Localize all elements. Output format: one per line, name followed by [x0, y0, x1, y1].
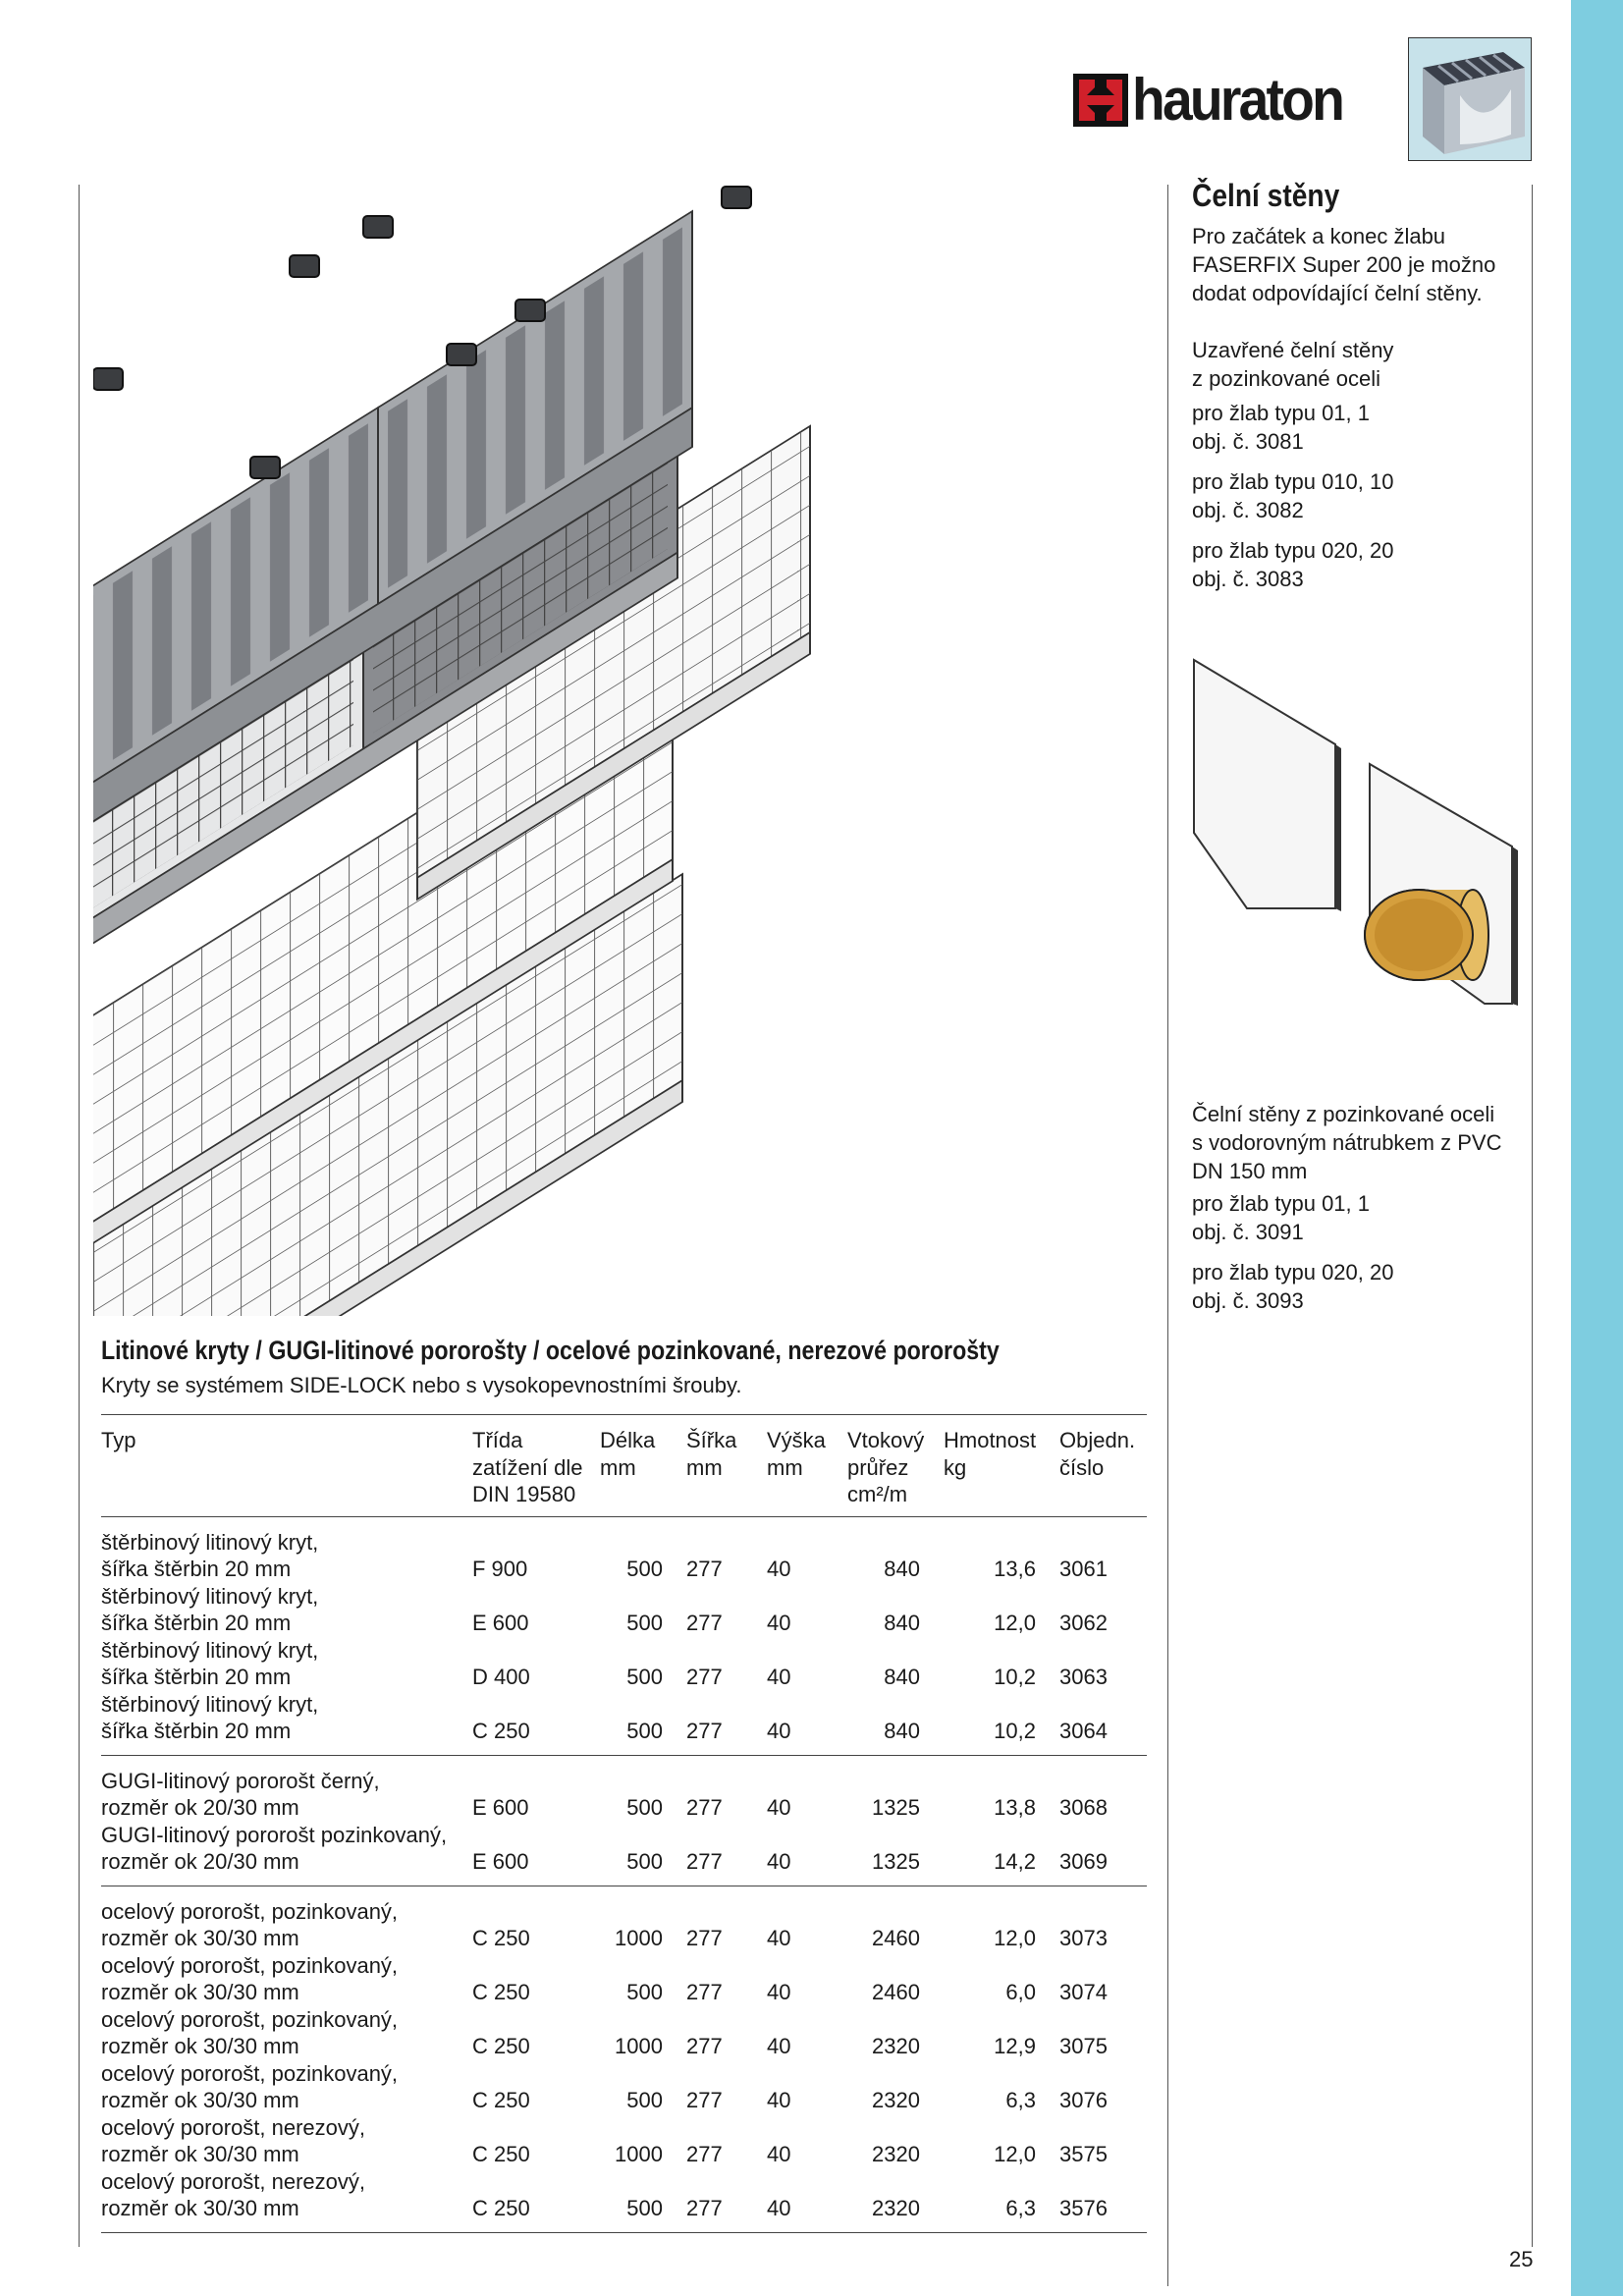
cell-obj: 3073: [1059, 1926, 1108, 1950]
cell-hmot: 6,3: [944, 2168, 1059, 2233]
cell-trida: F 900: [472, 1557, 528, 1581]
cell-delka: 1000: [615, 2142, 663, 2166]
product-table-title: Litinové kryty / GUGI-litinové pororošty / ocelové pozinkované, nerezové pororošty: [101, 1336, 1000, 1365]
cell-delka: 1000: [615, 2034, 663, 2058]
table-row: [101, 1755, 1147, 1822]
cell-vyska: 40: [767, 1795, 791, 1820]
table-row: [101, 1886, 1147, 1952]
accent-side-band: [1571, 0, 1623, 2296]
cell-trida: C 250: [472, 2034, 530, 2058]
cell-vyska: 40: [767, 1926, 791, 1950]
table-row: [101, 2006, 1147, 2060]
table-row: [101, 2060, 1147, 2114]
cell-vtok: 840: [884, 1557, 920, 1581]
cell-hmot: 14,2: [944, 1822, 1059, 1886]
cell-obj: 3068: [1059, 1795, 1108, 1820]
cell-vtok: 2320: [847, 2168, 944, 2233]
pvc-end-wall-item: pro žlab typu 020, 20 obj. č. 3093: [1192, 1260, 1394, 1313]
cell-type: štěrbinový litinový kryt, šířka štěrbin 20 mm: [101, 1583, 319, 1635]
cell-delka: 500: [600, 2168, 686, 2233]
cell-sirka: 277: [686, 1611, 723, 1635]
cell-hmot: 10,2: [994, 1665, 1036, 1689]
closed-end-walls-heading: Uzavřené čelní stěny z pozinkované oceli: [1192, 338, 1394, 391]
cell-delka: 1000: [615, 1926, 663, 1950]
cell-trida: E 600: [472, 1822, 600, 1886]
cell-sirka: 277: [686, 1691, 767, 1756]
cell-vyska: 40: [767, 1691, 847, 1756]
end-walls-illustration: [1188, 658, 1522, 1021]
cell-obj: 3576: [1059, 2168, 1147, 2233]
cell-sirka: 277: [686, 1822, 767, 1886]
cell-type: štěrbinový litinový kryt, šířka štěrbin 20 mm: [101, 1637, 319, 1689]
cell-type: štěrbinový litinový kryt, šířka štěrbin 20 mm: [101, 1691, 472, 1756]
cell-type: GUGI-litinový pororošt pozinkovaný, rozměr ok 20/30 mm: [101, 1822, 472, 1886]
col-header-order-no: Objedn. číslo: [1059, 1428, 1136, 1480]
cell-trida: C 250: [472, 1926, 530, 1950]
brand-name: hauraton: [1132, 67, 1343, 133]
cell-sirka: 277: [686, 2168, 767, 2233]
cell-vtok: 2460: [872, 1980, 920, 2004]
cell-trida: E 600: [472, 1795, 529, 1820]
cell-hmot: 6,3: [1005, 2088, 1036, 2112]
end-walls-intro-line: Pro začátek a konec žlabu: [1192, 224, 1446, 248]
end-walls-intro-line: FASERFIX Super 200 je možno: [1192, 252, 1496, 277]
cell-sirka: 277: [686, 2088, 723, 2112]
cell-delka: 500: [626, 1980, 663, 2004]
cell-hmot: 12,0: [994, 2142, 1036, 2166]
cell-vtok: 2320: [872, 2088, 920, 2112]
cell-delka: 500: [600, 1822, 686, 1886]
cell-vtok: 2320: [872, 2142, 920, 2166]
cell-vyska: 40: [767, 1611, 791, 1635]
cell-sirka: 277: [686, 2142, 723, 2166]
hauraton-logo: [1073, 67, 1361, 133]
product-table-subtitle: Kryty se systémem SIDE-LOCK nebo s vysokopevnostními šrouby.: [101, 1373, 742, 1397]
cell-trida: C 250: [472, 2168, 600, 2233]
col-header-height: Výška mm: [767, 1428, 826, 1480]
table-row: [101, 1822, 1147, 1886]
cell-type: ocelový pororošt, nerezový, rozměr ok 30/30 mm: [101, 2168, 472, 2233]
cell-delka: 500: [626, 2088, 663, 2112]
cell-obj: 3069: [1059, 1822, 1147, 1886]
pvc-end-wall-item: pro žlab typu 01, 1 obj. č. 3091: [1192, 1191, 1371, 1244]
cell-sirka: 277: [686, 1795, 723, 1820]
table-row: [101, 1583, 1147, 1637]
pvc-end-walls-block: [1192, 1100, 1526, 1315]
center-column-rule: [1167, 185, 1168, 2286]
cell-obj: 3061: [1059, 1557, 1108, 1581]
cell-delka: 500: [600, 1691, 686, 1756]
grating-exploded-illustration: [93, 137, 1163, 1316]
right-column-rule: [1532, 185, 1533, 2247]
cell-vtok: 2460: [872, 1926, 920, 1950]
cell-trida: E 600: [472, 1611, 529, 1635]
cell-vyska: 40: [767, 2034, 791, 2058]
cell-type: ocelový pororošt, pozinkovaný, rozměr ok 30/30 mm: [101, 2006, 399, 2058]
table-row: [101, 2114, 1147, 2168]
cell-vtok: 2320: [872, 2034, 920, 2058]
pvc-end-walls-heading: Čelní stěny z pozinkované oceli s vodorovným nátrubkem z PVC DN 150 mm: [1192, 1102, 1502, 1183]
cell-sirka: 277: [686, 1926, 723, 1950]
end-walls-intro-line: dodat odpovídající čelní stěny.: [1192, 281, 1483, 305]
cell-vyska: 40: [767, 2168, 847, 2233]
cell-obj: 3064: [1059, 1691, 1147, 1756]
cell-trida: C 250: [472, 1691, 600, 1756]
cell-sirka: 277: [686, 1665, 723, 1689]
cell-trida: C 250: [472, 2142, 530, 2166]
cell-trida: D 400: [472, 1665, 530, 1689]
col-header-class: Třída zatížení dle DIN 19580: [472, 1428, 583, 1506]
closed-end-wall-item: pro žlab typu 020, 20 obj. č. 3083: [1192, 538, 1394, 591]
cell-vtok: 840: [884, 1665, 920, 1689]
col-header-weight: Hmotnost kg: [944, 1428, 1037, 1480]
cell-trida: C 250: [472, 1980, 530, 2004]
cell-sirka: 277: [686, 2034, 723, 2058]
cell-hmot: 6,0: [1005, 1980, 1036, 2004]
cell-vtok: 840: [847, 1691, 944, 1756]
cell-vyska: 40: [767, 1980, 791, 2004]
cell-vyska: 40: [767, 1822, 847, 1886]
cell-obj: 3575: [1059, 2142, 1108, 2166]
table-row: [101, 1691, 1147, 1756]
left-margin-rule: [79, 185, 80, 2247]
cell-type: ocelový pororošt, pozinkovaný, rozměr ok 30/30 mm: [101, 1898, 399, 1950]
cell-vyska: 40: [767, 1665, 791, 1689]
cell-vtok: 840: [884, 1611, 920, 1635]
cell-obj: 3063: [1059, 1665, 1108, 1689]
cell-delka: 500: [626, 1665, 663, 1689]
cell-vyska: 40: [767, 1557, 791, 1581]
closed-end-wall-item: pro žlab typu 01, 1 obj. č. 3081: [1192, 401, 1371, 454]
cell-type: ocelový pororošt, pozinkovaný, rozměr ok 30/30 mm: [101, 2060, 399, 2112]
cell-obj: 3075: [1059, 2034, 1108, 2058]
cell-obj: 3062: [1059, 1611, 1108, 1635]
table-row: [101, 2168, 1147, 2233]
cell-delka: 500: [626, 1795, 663, 1820]
closed-end-wall-item: pro žlab typu 010, 10 obj. č. 3082: [1192, 469, 1394, 522]
cell-delka: 500: [626, 1557, 663, 1581]
table-header-row: [101, 1415, 1147, 1517]
end-walls-section: [1192, 177, 1526, 307]
closed-end-walls-block: [1192, 336, 1526, 593]
cell-delka: 500: [626, 1611, 663, 1635]
cell-vtok: 1325: [872, 1795, 920, 1820]
cell-type: ocelový pororošt, pozinkovaný, rozměr ok 30/30 mm: [101, 1952, 399, 2004]
col-header-width: Šířka mm: [686, 1428, 737, 1480]
cell-type: ocelový pororošt, nerezový, rozměr ok 30/30 mm: [101, 2114, 366, 2166]
cell-sirka: 277: [686, 1980, 723, 2004]
product-table-body: [101, 1516, 1147, 2232]
cell-hmot: 12,0: [994, 1926, 1036, 1950]
cell-hmot: 10,2: [944, 1691, 1059, 1756]
channel-thumbnail-image: [1408, 37, 1532, 161]
cell-vtok: 1325: [847, 1822, 944, 1886]
cell-type: GUGI-litinový pororošt černý, rozměr ok 20/30 mm: [101, 1768, 380, 1820]
table-row: [101, 1637, 1147, 1691]
cell-vyska: 40: [767, 2088, 791, 2112]
cell-obj: 3076: [1059, 2088, 1108, 2112]
page-number: 25: [1509, 2247, 1534, 2271]
cell-hmot: 12,9: [994, 2034, 1036, 2058]
cell-sirka: 277: [686, 1557, 723, 1581]
logo-mark-icon: [1073, 74, 1128, 127]
product-table: [101, 1414, 1147, 2233]
table-row: [101, 1516, 1147, 1583]
col-header-inlet: Vtokový průřez cm²/m: [847, 1428, 925, 1506]
cell-type: štěrbinový litinový kryt, šířka štěrbin 20 mm: [101, 1529, 319, 1581]
cell-hmot: 13,6: [994, 1557, 1036, 1581]
cell-obj: 3074: [1059, 1980, 1108, 2004]
col-header-type: Typ: [101, 1428, 136, 1452]
cell-hmot: 12,0: [994, 1611, 1036, 1635]
cell-vyska: 40: [767, 2142, 791, 2166]
cell-trida: C 250: [472, 2088, 530, 2112]
cell-hmot: 13,8: [994, 1795, 1036, 1820]
table-row: [101, 1952, 1147, 2006]
end-walls-title: Čelní stěny: [1192, 178, 1340, 213]
col-header-length: Délka mm: [600, 1428, 656, 1480]
